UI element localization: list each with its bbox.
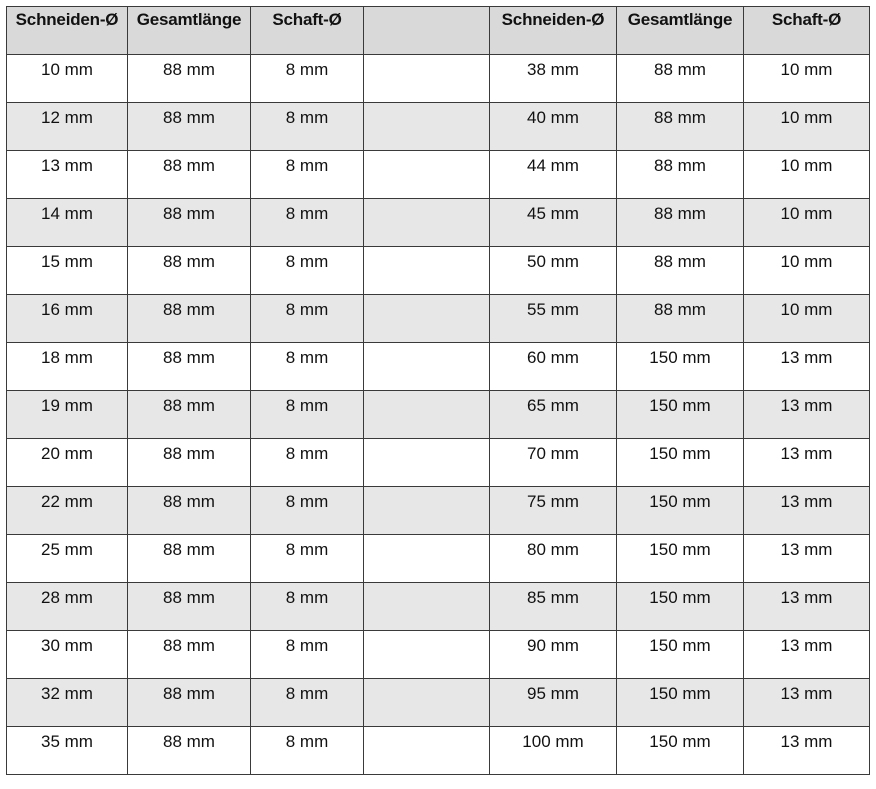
cutting-diameter-right: 65 mm	[490, 391, 617, 439]
cutting-diameter-right: 60 mm	[490, 343, 617, 391]
total-length-left: 88 mm	[128, 631, 251, 679]
table-header	[7, 7, 870, 55]
spacer-cell	[364, 487, 490, 535]
shank-diameter-left: 8 mm	[251, 247, 364, 295]
table-body	[7, 55, 870, 775]
spacer-cell	[364, 391, 490, 439]
total-length-right: 150 mm	[617, 679, 744, 727]
total-length-left: 88 mm	[128, 295, 251, 343]
spacer-cell	[364, 199, 490, 247]
total-length-left: 88 mm	[128, 391, 251, 439]
shank-diameter-right: 10 mm	[744, 151, 870, 199]
cutting-diameter-left: 16 mm	[7, 295, 128, 343]
shank-diameter-left: 8 mm	[251, 583, 364, 631]
total-length-right: 150 mm	[617, 583, 744, 631]
header-row	[7, 7, 870, 55]
table-row	[7, 247, 870, 295]
total-length-right: 88 mm	[617, 55, 744, 103]
shank-diameter-right: 13 mm	[744, 679, 870, 727]
total-length-left: 88 mm	[128, 679, 251, 727]
total-length-right: 88 mm	[617, 199, 744, 247]
cutting-diameter-left: 35 mm	[7, 727, 128, 775]
cutting-diameter-left: 19 mm	[7, 391, 128, 439]
shank-diameter-left: 8 mm	[251, 391, 364, 439]
total-length-right: 150 mm	[617, 535, 744, 583]
total-length-right: 88 mm	[617, 103, 744, 151]
shank-diameter-right: 13 mm	[744, 535, 870, 583]
table-row	[7, 535, 870, 583]
total-length-left: 88 mm	[128, 439, 251, 487]
shank-diameter-right: 13 mm	[744, 631, 870, 679]
spacer-cell	[364, 631, 490, 679]
total-length-right: 88 mm	[617, 247, 744, 295]
table-row	[7, 727, 870, 775]
table-row	[7, 487, 870, 535]
shank-diameter-right: 13 mm	[744, 487, 870, 535]
shank-diameter-left: 8 mm	[251, 679, 364, 727]
total-length-right: 88 mm	[617, 151, 744, 199]
cutting-diameter-right: 95 mm	[490, 679, 617, 727]
shank-diameter-right: 10 mm	[744, 103, 870, 151]
cutting-diameter-left: 30 mm	[7, 631, 128, 679]
shank-diameter-right: 13 mm	[744, 727, 870, 775]
shank-diameter-left: 8 mm	[251, 487, 364, 535]
total-length-left: 88 mm	[128, 199, 251, 247]
cutting-diameter-right: 40 mm	[490, 103, 617, 151]
cutting-diameter-left: 18 mm	[7, 343, 128, 391]
cutting-diameter-right: 38 mm	[490, 55, 617, 103]
total-length-left: 88 mm	[128, 343, 251, 391]
table-row	[7, 631, 870, 679]
cutting-diameter-right: 70 mm	[490, 439, 617, 487]
header-cutting-diameter-left: Schneiden-Ø	[7, 7, 128, 55]
spacer-cell	[364, 55, 490, 103]
cutting-diameter-right: 80 mm	[490, 535, 617, 583]
header-total-length-left: Gesamtlänge	[128, 7, 251, 55]
cutting-diameter-right: 44 mm	[490, 151, 617, 199]
cutting-diameter-right: 100 mm	[490, 727, 617, 775]
header-spacer	[364, 7, 490, 55]
shank-diameter-left: 8 mm	[251, 151, 364, 199]
header-shank-diameter-left: Schaft-Ø	[251, 7, 364, 55]
spacer-cell	[364, 343, 490, 391]
total-length-right: 150 mm	[617, 727, 744, 775]
header-cutting-diameter-right: Schneiden-Ø	[490, 7, 617, 55]
table-row	[7, 199, 870, 247]
cutting-diameter-right: 75 mm	[490, 487, 617, 535]
spacer-cell	[364, 583, 490, 631]
cutting-diameter-left: 25 mm	[7, 535, 128, 583]
shank-diameter-left: 8 mm	[251, 343, 364, 391]
cutting-diameter-left: 20 mm	[7, 439, 128, 487]
total-length-left: 88 mm	[128, 487, 251, 535]
table-row	[7, 103, 870, 151]
cutting-diameter-left: 22 mm	[7, 487, 128, 535]
cutting-diameter-right: 50 mm	[490, 247, 617, 295]
shank-diameter-left: 8 mm	[251, 55, 364, 103]
spacer-cell	[364, 727, 490, 775]
total-length-right: 150 mm	[617, 439, 744, 487]
total-length-right: 88 mm	[617, 295, 744, 343]
shank-diameter-left: 8 mm	[251, 103, 364, 151]
spacer-cell	[364, 151, 490, 199]
total-length-left: 88 mm	[128, 103, 251, 151]
total-length-right: 150 mm	[617, 631, 744, 679]
table-row	[7, 295, 870, 343]
total-length-left: 88 mm	[128, 151, 251, 199]
spacer-cell	[364, 295, 490, 343]
spacer-cell	[364, 535, 490, 583]
spacer-cell	[364, 247, 490, 295]
cutting-diameter-right: 55 mm	[490, 295, 617, 343]
header-shank-diameter-right: Schaft-Ø	[744, 7, 870, 55]
spacer-cell	[364, 439, 490, 487]
shank-diameter-left: 8 mm	[251, 727, 364, 775]
shank-diameter-right: 13 mm	[744, 583, 870, 631]
cutting-diameter-left: 15 mm	[7, 247, 128, 295]
cutting-diameter-left: 13 mm	[7, 151, 128, 199]
shank-diameter-left: 8 mm	[251, 295, 364, 343]
shank-diameter-left: 8 mm	[251, 439, 364, 487]
table-row	[7, 343, 870, 391]
shank-diameter-right: 10 mm	[744, 295, 870, 343]
total-length-right: 150 mm	[617, 343, 744, 391]
cutting-diameter-right: 85 mm	[490, 583, 617, 631]
cutting-diameter-left: 12 mm	[7, 103, 128, 151]
shank-diameter-right: 10 mm	[744, 199, 870, 247]
cutting-diameter-left: 28 mm	[7, 583, 128, 631]
cutting-diameter-right: 45 mm	[490, 199, 617, 247]
shank-diameter-right: 13 mm	[744, 391, 870, 439]
total-length-left: 88 mm	[128, 55, 251, 103]
total-length-right: 150 mm	[617, 487, 744, 535]
table-row	[7, 439, 870, 487]
shank-diameter-right: 13 mm	[744, 343, 870, 391]
dimensions-table	[6, 6, 870, 775]
header-total-length-right: Gesamtlänge	[617, 7, 744, 55]
cutting-diameter-left: 14 mm	[7, 199, 128, 247]
shank-diameter-left: 8 mm	[251, 631, 364, 679]
cutting-diameter-left: 32 mm	[7, 679, 128, 727]
shank-diameter-right: 13 mm	[744, 439, 870, 487]
table-row	[7, 679, 870, 727]
shank-diameter-left: 8 mm	[251, 199, 364, 247]
spacer-cell	[364, 679, 490, 727]
spacer-cell	[364, 103, 490, 151]
cutting-diameter-left: 10 mm	[7, 55, 128, 103]
total-length-left: 88 mm	[128, 583, 251, 631]
shank-diameter-right: 10 mm	[744, 55, 870, 103]
cutting-diameter-right: 90 mm	[490, 631, 617, 679]
shank-diameter-right: 10 mm	[744, 247, 870, 295]
shank-diameter-left: 8 mm	[251, 535, 364, 583]
table-row	[7, 583, 870, 631]
total-length-right: 150 mm	[617, 391, 744, 439]
table-row	[7, 55, 870, 103]
total-length-left: 88 mm	[128, 727, 251, 775]
total-length-left: 88 mm	[128, 247, 251, 295]
table-row	[7, 151, 870, 199]
table-row	[7, 391, 870, 439]
total-length-left: 88 mm	[128, 535, 251, 583]
